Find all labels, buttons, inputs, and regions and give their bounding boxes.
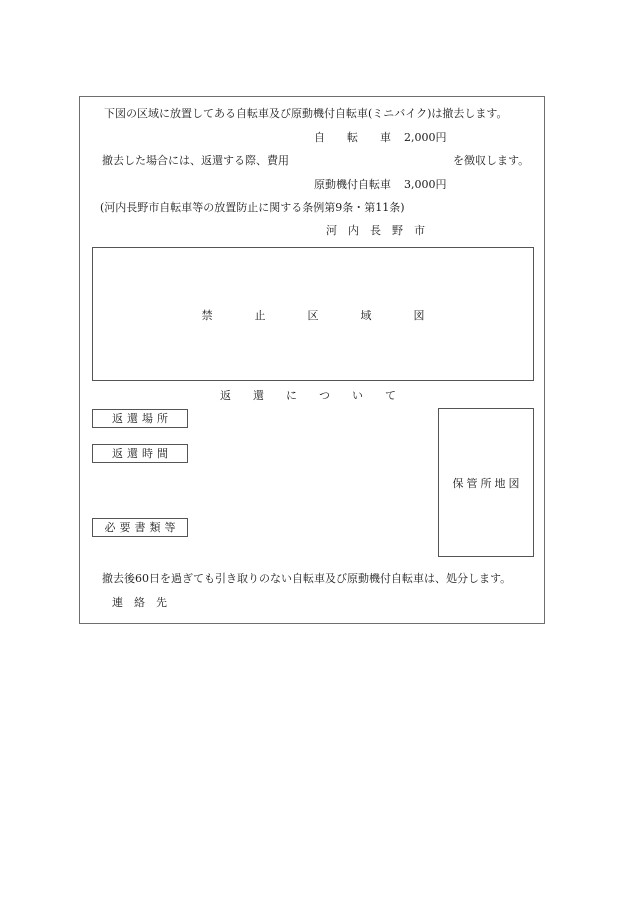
fee-moped-value: 3,000円 (404, 178, 447, 191)
contact-label: 連 絡 先 (112, 596, 167, 609)
notice-sheet (79, 96, 545, 624)
fee-notice-suffix: を徴収します。 (453, 154, 530, 167)
fee-bicycle-value: 2,000円 (404, 131, 447, 144)
removal-notice-text: 下図の区域に放置してある自転車及び原動機付自転車(ミニバイク)は撤去します。 (104, 107, 508, 120)
prohibited-area-map (92, 247, 534, 381)
disposal-notice: 撤去後60日を過ぎても引き取りのない自転車及び原動機付自転車は、処分します。 (102, 572, 512, 585)
storage-map-title: 保管所地図 (452, 477, 523, 490)
issuer-name: 河 内 長 野 市 (326, 224, 425, 237)
map-title: 禁止区域図 (201, 309, 467, 322)
storage-map-box (438, 408, 534, 557)
fee-moped-label: 原動機付自転車 (314, 178, 391, 191)
required-documents-label: 必要書類等 (92, 518, 188, 537)
return-heading: 返 還 に つ い て (220, 389, 396, 402)
ordinance-reference: (河内長野市自転車等の放置防止に関する条例第9条・第11条) (100, 201, 405, 214)
return-place-label: 返還場所 (92, 409, 188, 428)
return-time-label: 返還時間 (92, 444, 188, 463)
fee-bicycle-label: 自 転 車 (314, 131, 391, 144)
fee-notice-text: 撤去した場合には、返還する際、費用 (102, 154, 289, 167)
